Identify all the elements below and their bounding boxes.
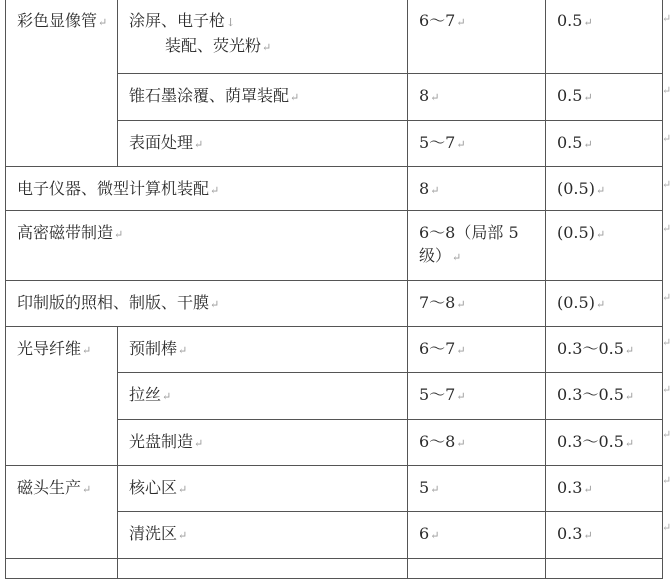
table-cell: (0.5)↵ [546,211,663,281]
row-end-mark: ↵ [662,521,671,534]
table-row [6,167,663,211]
table-cell: 彩色显像管↵ [6,0,118,167]
table-cell: 锥石墨涂覆、荫罩装配↵ [118,74,408,121]
table-cell: 光导纤维↵ [6,327,118,466]
table-cell: 0.5↵ [546,121,663,167]
table-cell [408,559,546,579]
table-cell [6,559,118,579]
table-cell: 6～8↵ [408,420,546,466]
table-cell: 0.3～0.5↵ [546,327,663,373]
table-cell: 0.5↵ [546,0,663,74]
table-cell: 清洗区↵ [118,512,408,559]
row-end-mark: ↵ [662,178,671,191]
table-cell: 预制棒↵ [118,327,408,373]
row-end-mark: ↵ [662,428,671,441]
table-cell: 6～8（局部 5 级）↵ [408,211,546,281]
row-end-mark: ↵ [662,132,671,145]
table-cell: 6↵ [408,512,546,559]
table-row [6,281,663,327]
table-cell: 核心区↵ [118,466,408,512]
table-cell: 0.3↵ [546,466,663,512]
table-cell [118,559,408,579]
row-end-mark: ↵ [662,474,671,487]
table-cell: 高密磁带制造↵ [6,211,408,281]
table-row [6,211,663,281]
table-cell: 5～7↵ [408,373,546,420]
table-row [6,559,663,579]
table-cell: 8↵ [408,74,546,121]
row-end-mark: ↵ [662,12,671,25]
row-end-mark: ↵ [662,222,671,235]
table-cell: (0.5)↵ [546,281,663,327]
table-cell: 涂屏、电子枪↓ 装配、荧光粉↵ [118,0,408,74]
table-row [6,466,663,512]
table-cell [546,559,663,579]
table-cell: (0.5)↵ [546,167,663,211]
table-cell: 印制版的照相、制版、干膜↵ [6,281,408,327]
row-end-mark: ↵ [662,84,671,97]
table-cell: 6～7↵ [408,0,546,74]
table-cell: 7～8↵ [408,281,546,327]
table-cell: 0.5↵ [546,74,663,121]
table-cell: 5～7↵ [408,121,546,167]
table-cell: 0.3↵ [546,512,663,559]
table-cell: 8↵ [408,167,546,211]
table-cell: 磁头生产↵ [6,466,118,559]
cleanroom-table [5,0,663,579]
table-cell: 拉丝↵ [118,373,408,420]
row-end-mark: ↵ [662,291,671,304]
table-cell: 0.3～0.5↵ [546,373,663,420]
table-cell: 5↵ [408,466,546,512]
table-cell: 0.3～0.5↵ [546,420,663,466]
table-cell: 光盘制造↵ [118,420,408,466]
table-cell: 6～7↵ [408,327,546,373]
table-cell: 电子仪器、微型计算机装配↵ [6,167,408,211]
table-row [6,0,663,74]
table-cell: 表面处理↵ [118,121,408,167]
row-end-mark: ↵ [662,383,671,396]
table-row [6,327,663,373]
row-end-mark: ↵ [662,336,671,349]
